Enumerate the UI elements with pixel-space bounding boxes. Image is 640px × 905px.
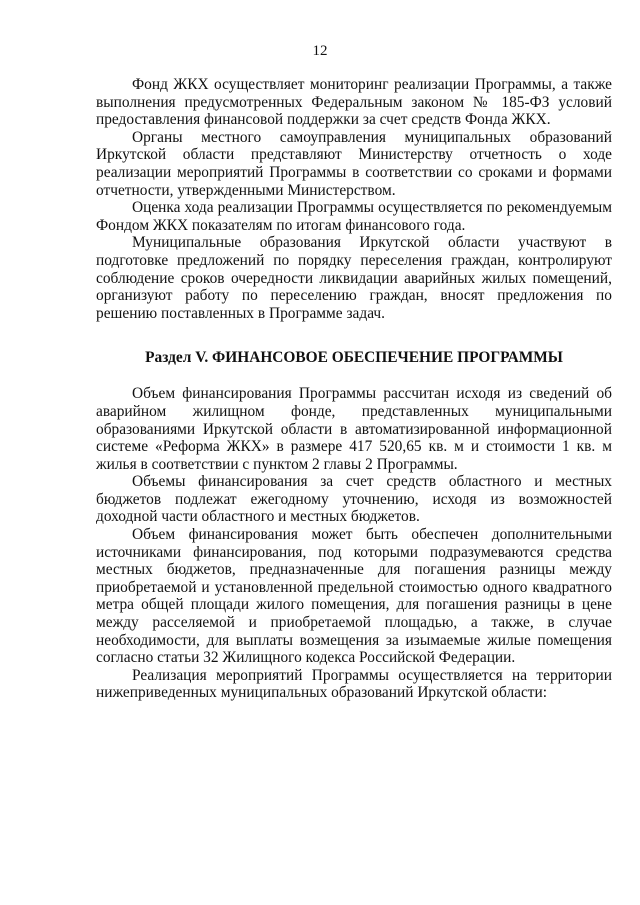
paragraph-budget-adjustment: Объемы финансирования за счет средств областного и местных бюджетов подлежат ежегодному уточнению, исходя из возможностей доходной части областного и местных бюджетов. bbox=[96, 473, 612, 526]
paragraph-monitoring: Фонд ЖКХ осуществляет мониторинг реализации Программы, а также выполнения предусмотренных Федеральным законом № 185-ФЗ условий предоставления финансовой поддержки за счет средств Фонда ЖКХ. bbox=[96, 76, 612, 129]
paragraph-municipal-participation: Муниципальные образования Иркутской области участвуют в подготовке предложений по порядку переселения граждан, контролируют соблюдение сроков очередности ликвидации аварийных жилых помещений, организуют работу по переселению граждан, вносят предложения по решению поставленных в Программе задач. bbox=[96, 234, 612, 322]
paragraph-funding-volume: Объем финансирования Программы рассчитан исходя из сведений об аварийном жилищном фонде, представленных муниципальными образованиями Иркутской области в автоматизированной информационной системе «Реформа ЖКХ» в размере 417 520,65 кв. м и стоимости 1 кв. м жилья в соответствии с пунктом 2 главы 2 Программы. bbox=[96, 385, 612, 473]
document-body bbox=[96, 76, 612, 702]
paragraph-evaluation: Оценка хода реализации Программы осуществляется по рекомендуемым Фондом ЖКХ показателям по итогам финансового года. bbox=[96, 199, 612, 234]
section-heading: Раздел V. ФИНАНСОВОЕ ОБЕСПЕЧЕНИЕ ПРОГРАММЫ bbox=[145, 349, 563, 367]
paragraph-reporting: Органы местного самоуправления муниципальных образований Иркутской области представляют Министерству отчетность о ходе реализации мероприятий Программы в соответствии со сроками и формами отчетности, утвержденными Министерством. bbox=[96, 128, 612, 199]
paragraph-implementation-territory: Реализация мероприятий Программы осуществляется на территории нижеприведенных муниципальных образований Иркутской области: bbox=[96, 666, 612, 702]
paragraph-additional-sources: Объем финансирования может быть обеспечен дополнительными источниками финансирования, под которыми подразумеваются средства местных бюджетов, предназначенные для погашения разницы между приобретаемой и установленной предельной стоимостью одного квадратного метра общей площади жилого помещения, для погашения разницы в цене между расселяемой и приобретаемой площадью, а также, в случае необходимости, для выплаты возмещения за изымаемые жилые помещения согласно статьи 32 Жилищного кодекса Российской Федерации. bbox=[96, 526, 612, 667]
page-number: 12 bbox=[312, 43, 328, 59]
